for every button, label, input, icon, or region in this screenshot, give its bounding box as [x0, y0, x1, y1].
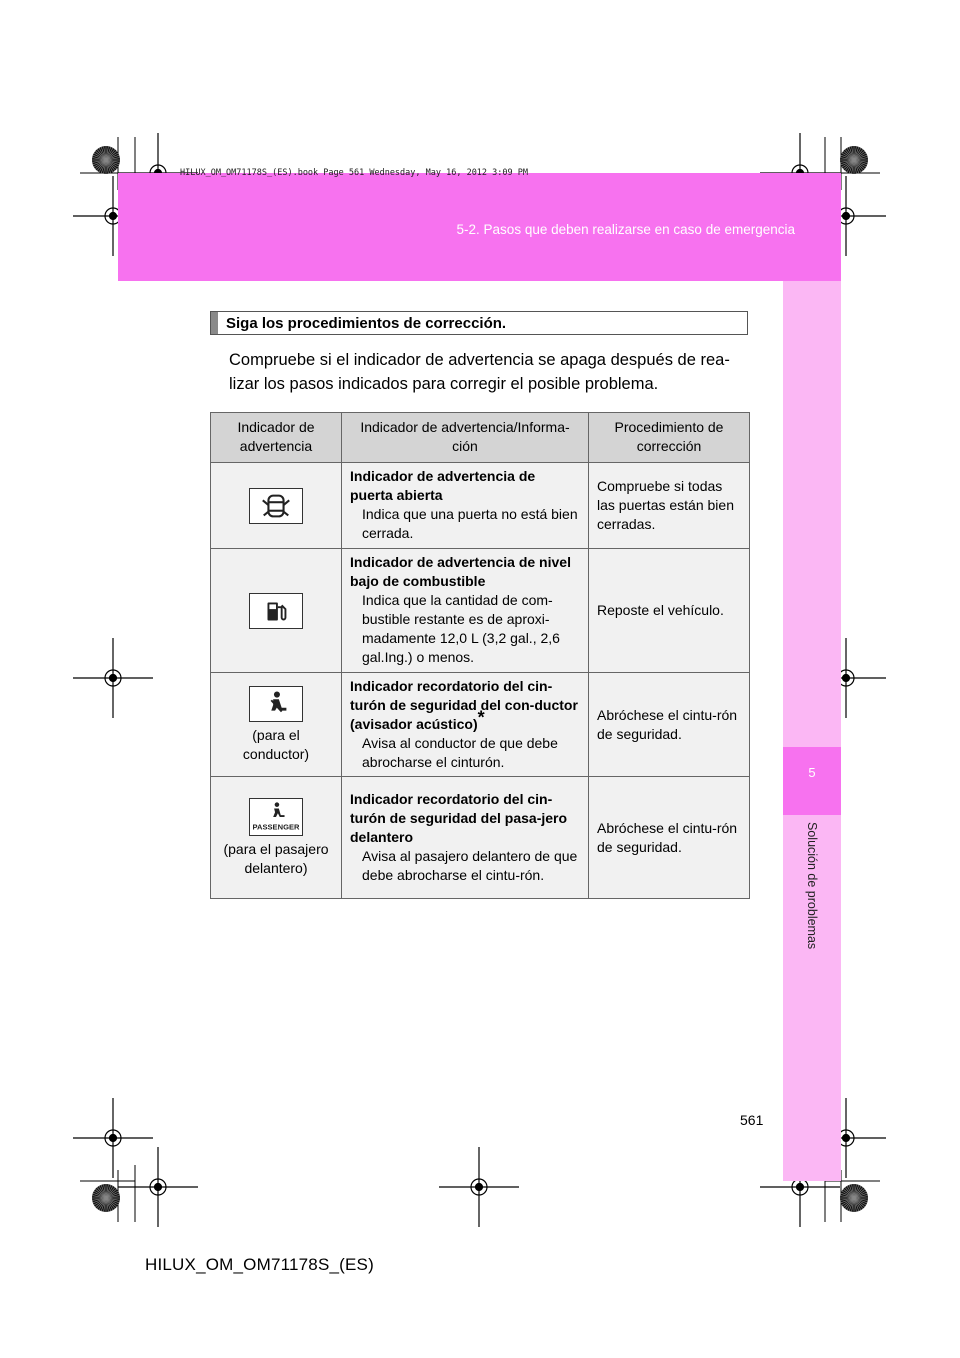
fuel-pump-icon	[249, 593, 303, 629]
chapter-label: Solución de problemas	[805, 822, 819, 950]
subheading-bar	[211, 312, 218, 334]
crosshair-mark	[118, 1147, 198, 1227]
crosshair-mark	[73, 1098, 153, 1178]
footnote-star: *	[477, 706, 485, 727]
table-row	[211, 673, 750, 777]
indicator-cell	[211, 549, 342, 673]
information-cell	[342, 673, 589, 777]
chapter-number: 5	[808, 765, 816, 780]
procedure-cell: Compruebe si todas las puertas están bien cerradas.	[589, 463, 750, 549]
header-information: Indicador de advertencia/Informa-ción	[342, 413, 589, 463]
information-cell	[342, 777, 589, 899]
indicator-title: Indicador recordatorio del cin-turón de seguridad del pasa-jero delantero	[350, 790, 568, 845]
door-open-icon	[249, 488, 303, 524]
registration-wheel	[92, 146, 120, 174]
indicator-title: Indicador de advertencia de nivel bajo de combustible	[350, 554, 571, 589]
indicator-title-text: Indicador recordatorio del cin-turón de seguridad del con-ductor (avisador acústico)	[350, 677, 578, 732]
procedure-cell: Abróchese el cintu-rón de seguridad.	[589, 673, 750, 777]
indicator-description: Indica que una puerta no está bien cerrada.	[362, 506, 578, 541]
passenger-seatbelt-icon	[249, 798, 303, 836]
table-header-row	[211, 413, 750, 463]
section-title: 5-2. Pasos que deben realizarse en caso de emergencia	[456, 222, 795, 237]
subheading	[210, 311, 748, 335]
information-cell	[342, 549, 589, 673]
indicator-description: Avisa al conductor de que debe abrocharse el cinturón.	[362, 734, 558, 770]
indicator-cell	[211, 673, 342, 777]
indicator-caption: (para el pasajero delantero)	[223, 840, 329, 876]
intro-paragraph: Compruebe si el indicador de advertencia se apaga después de rea-lizar los pasos indicados para corregir el posible problema.	[229, 351, 730, 393]
indicator-description: Avisa al pasajero delantero de que debe abrocharse el cintu-rón.	[362, 847, 578, 883]
registration-wheel	[840, 146, 868, 174]
table-row	[211, 549, 750, 673]
chapter-tab	[783, 747, 841, 815]
registration-wheel	[840, 1184, 868, 1212]
procedure-cell: Reposte el vehículo.	[589, 549, 750, 673]
indicator-title: Indicador de advertencia de puerta abierta	[350, 468, 536, 503]
header-procedure: Procedimiento de corrección	[589, 413, 750, 463]
indicator-caption: (para el conductor)	[242, 726, 310, 762]
crosshair-mark	[73, 638, 153, 718]
crosshair-mark	[439, 1147, 519, 1227]
table-row	[211, 777, 750, 899]
side-tab	[783, 281, 841, 1181]
table-row	[211, 463, 750, 549]
header-indicator: Indicador de advertencia	[211, 413, 342, 463]
procedure-cell: Abróchese el cintu-rón de seguridad.	[589, 777, 750, 899]
indicator-title	[350, 677, 580, 734]
indicator-cell	[211, 777, 342, 899]
footer-document-id: HILUX_OM_OM71178S_(ES)	[145, 1255, 374, 1274]
book-info-line: HILUX_OM_OM71178S_(ES).book Page 561 Wednesday, May 16, 2012 3:09 PM	[180, 168, 528, 178]
registration-wheel	[92, 1184, 120, 1212]
information-cell	[342, 463, 589, 549]
indicator-cell	[211, 463, 342, 549]
page-number: 561	[740, 1112, 764, 1128]
indicator-description: Indica que la cantidad de com-bustible restante es de aproxi-madamente 12,0 L (3,2 gal., 2,6 gal.Ing.) o menos.	[362, 592, 560, 665]
passenger-icon-text: PASSENGER	[252, 821, 300, 831]
warning-table	[210, 412, 750, 899]
seatbelt-icon	[249, 686, 303, 722]
subheading-text: Siga los procedimientos de corrección.	[226, 314, 507, 332]
